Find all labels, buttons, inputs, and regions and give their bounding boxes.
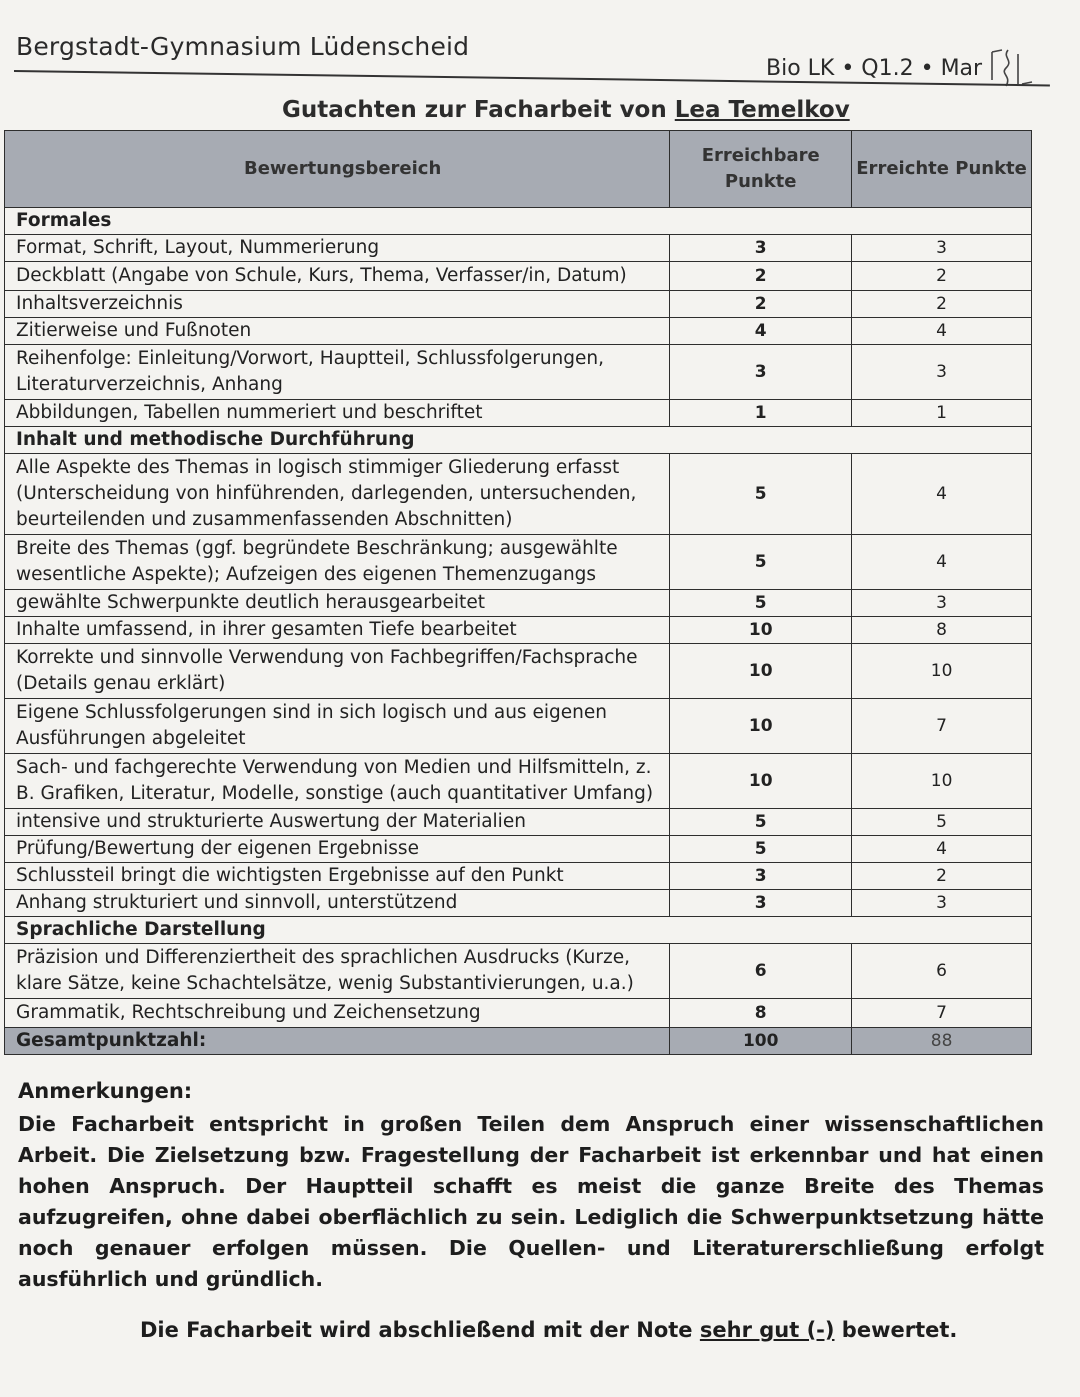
grading-table bbox=[4, 130, 1032, 1055]
table-row bbox=[5, 262, 1032, 291]
max-points-cell: 5 bbox=[670, 590, 852, 617]
max-points-cell: 1 bbox=[670, 400, 852, 427]
criterion-cell: Sach- und fachgerechte Verwendung von Medien und Hilfsmitteln, z. B. Grafiken, Literatur, Modelle, sonstige (auch quantitativer Umfang) bbox=[5, 754, 670, 809]
criterion-cell: Korrekte und sinnvolle Verwendung von Fachbegriffen/Fachsprache (Details genau erklärt) bbox=[5, 644, 670, 699]
max-points-cell: 3 bbox=[670, 345, 852, 400]
table-row bbox=[5, 400, 1032, 427]
final-prefix: Die Facharbeit wird abschließend mit der Note bbox=[140, 1318, 693, 1342]
reached-points-cell: 5 bbox=[852, 809, 1032, 836]
table-header-row bbox=[5, 131, 1032, 208]
section-row bbox=[5, 427, 1032, 454]
table-row bbox=[5, 699, 1032, 754]
reached-points-cell: 3 bbox=[852, 890, 1032, 917]
reached-points-cell: 10 bbox=[852, 754, 1032, 809]
table-body bbox=[5, 208, 1032, 1055]
table-row bbox=[5, 291, 1032, 318]
criterion-cell: Abbildungen, Tabellen nummeriert und beschriftet bbox=[5, 400, 670, 427]
table-row bbox=[5, 617, 1032, 644]
reached-points-cell: 2 bbox=[852, 863, 1032, 890]
criterion-cell: Format, Schrift, Layout, Nummerierung bbox=[5, 235, 670, 262]
section-title: Formales bbox=[5, 208, 1032, 235]
header-reached: Erreichte Punkte bbox=[852, 131, 1032, 208]
section-title: Inhalt und methodische Durchführung bbox=[5, 427, 1032, 454]
criterion-cell: Alle Aspekte des Themas in logisch stimmiger Gliederung erfasst (Unterscheidung von hinführenden, darlegenden, untersuchenden, beurteilenden und zusammenfassenden Abschnitten) bbox=[5, 454, 670, 535]
course-info: Bio LK • Q1.2 • Mar bbox=[766, 56, 983, 81]
final-grade: sehr gut (-) bbox=[699, 1318, 835, 1342]
max-points-cell: 10 bbox=[670, 754, 852, 809]
max-points-cell: 3 bbox=[670, 890, 852, 917]
table-row bbox=[5, 318, 1032, 345]
max-points-cell: 5 bbox=[670, 809, 852, 836]
reached-points-cell: 4 bbox=[852, 836, 1032, 863]
total-max: 100 bbox=[670, 1028, 852, 1055]
criterion-cell: Prüfung/Bewertung der eigenen Ergebnisse bbox=[5, 836, 670, 863]
document-title bbox=[282, 97, 850, 123]
reached-points-cell: 3 bbox=[852, 235, 1032, 262]
max-points-cell: 2 bbox=[670, 291, 852, 318]
header-area: Bewertungsbereich bbox=[5, 131, 670, 208]
criterion-cell: Eigene Schlussfolgerungen sind in sich logisch und aus eigenen Ausführungen abgeleitet bbox=[5, 699, 670, 754]
criterion-cell: Reihenfolge: Einleitung/Vorwort, Hauptteil, Schlussfolgerungen, Literaturverzeichnis, Anhang bbox=[5, 345, 670, 400]
criterion-cell: intensive und strukturierte Auswertung der Materialien bbox=[5, 809, 670, 836]
criterion-cell: Inhalte umfassend, in ihrer gesamten Tiefe bearbeitet bbox=[5, 617, 670, 644]
school-name: Bergstadt-Gymnasium Lüdenscheid bbox=[16, 32, 470, 61]
section-row bbox=[5, 208, 1032, 235]
header-max: Erreichbare Punkte bbox=[670, 131, 852, 208]
criterion-cell: Schlussteil bringt die wichtigsten Ergebnisse auf den Punkt bbox=[5, 863, 670, 890]
total-reached: 88 bbox=[852, 1028, 1032, 1055]
remarks-text: Die Facharbeit entspricht in großen Teilen dem Anspruch einer wissenschaftlichen Arbeit. Die Zielsetzung bzw. Fragestellung der Facharbeit ist erkennbar und hat einen hohen Anspruch. Der Hauptteil schafft es meist die ganze Breite des Themas aufzugreifen, ohne dabei oberflächlich zu sein. Lediglich die Schwerpunktsetzung hätte noch genauer erfolgen müssen. Die Quellen- und Literaturerschließung erfolgt ausführlich und gründlich. bbox=[18, 1112, 1044, 1291]
max-points-cell: 10 bbox=[670, 644, 852, 699]
reached-points-cell: 2 bbox=[852, 262, 1032, 291]
handwritten-signature bbox=[988, 44, 1040, 94]
reached-points-cell: 2 bbox=[852, 291, 1032, 318]
table-row bbox=[5, 863, 1032, 890]
criterion-cell: Grammatik, Rechtschreibung und Zeichensetzung bbox=[5, 999, 670, 1028]
reached-points-cell: 4 bbox=[852, 535, 1032, 590]
table-row bbox=[5, 345, 1032, 400]
section-row bbox=[5, 917, 1032, 944]
table-row bbox=[5, 999, 1032, 1028]
final-grade-statement bbox=[140, 1318, 957, 1342]
table-row bbox=[5, 644, 1032, 699]
reached-points-cell: 1 bbox=[852, 400, 1032, 427]
final-suffix: bewertet. bbox=[841, 1318, 958, 1342]
total-label: Gesamtpunktzahl: bbox=[5, 1028, 670, 1055]
reached-points-cell: 3 bbox=[852, 345, 1032, 400]
title-prefix: Gutachten zur Facharbeit von bbox=[282, 97, 667, 123]
max-points-cell: 3 bbox=[670, 863, 852, 890]
max-points-cell: 5 bbox=[670, 454, 852, 535]
reached-points-cell: 4 bbox=[852, 318, 1032, 345]
max-points-cell: 6 bbox=[670, 944, 852, 999]
max-points-cell: 10 bbox=[670, 617, 852, 644]
criterion-cell: Inhaltsverzeichnis bbox=[5, 291, 670, 318]
table-row bbox=[5, 454, 1032, 535]
max-points-cell: 3 bbox=[670, 235, 852, 262]
table-row bbox=[5, 890, 1032, 917]
max-points-cell: 2 bbox=[670, 262, 852, 291]
criterion-cell: Anhang strukturiert und sinnvoll, unterstützend bbox=[5, 890, 670, 917]
max-points-cell: 4 bbox=[670, 318, 852, 345]
table-row bbox=[5, 836, 1032, 863]
criterion-cell: gewählte Schwerpunkte deutlich herausgearbeitet bbox=[5, 590, 670, 617]
remarks-label: Anmerkungen: bbox=[18, 1079, 193, 1103]
author-name: Lea Temelkov bbox=[674, 97, 850, 123]
criterion-cell: Deckblatt (Angabe von Schule, Kurs, Thema, Verfasser/in, Datum) bbox=[5, 262, 670, 291]
max-points-cell: 8 bbox=[670, 999, 852, 1028]
max-points-cell: 5 bbox=[670, 836, 852, 863]
criterion-cell: Präzision und Differenziertheit des sprachlichen Ausdrucks (Kurze, klare Sätze, keine Schachtelsätze, wenig Substantivierungen, u.a.) bbox=[5, 944, 670, 999]
table-row bbox=[5, 754, 1032, 809]
total-row bbox=[5, 1028, 1032, 1055]
reached-points-cell: 7 bbox=[852, 999, 1032, 1028]
table-row bbox=[5, 235, 1032, 262]
table-row bbox=[5, 809, 1032, 836]
reached-points-cell: 6 bbox=[852, 944, 1032, 999]
section-title: Sprachliche Darstellung bbox=[5, 917, 1032, 944]
criterion-cell: Zitierweise und Fußnoten bbox=[5, 318, 670, 345]
reached-points-cell: 10 bbox=[852, 644, 1032, 699]
table-row bbox=[5, 944, 1032, 999]
reached-points-cell: 4 bbox=[852, 454, 1032, 535]
criterion-cell: Breite des Themas (ggf. begründete Beschränkung; ausgewählte wesentliche Aspekte); Aufzeigen des eigenen Themenzugangs bbox=[5, 535, 670, 590]
reached-points-cell: 7 bbox=[852, 699, 1032, 754]
reached-points-cell: 3 bbox=[852, 590, 1032, 617]
max-points-cell: 5 bbox=[670, 535, 852, 590]
table-row bbox=[5, 535, 1032, 590]
reached-points-cell: 8 bbox=[852, 617, 1032, 644]
max-points-cell: 10 bbox=[670, 699, 852, 754]
table-row bbox=[5, 590, 1032, 617]
